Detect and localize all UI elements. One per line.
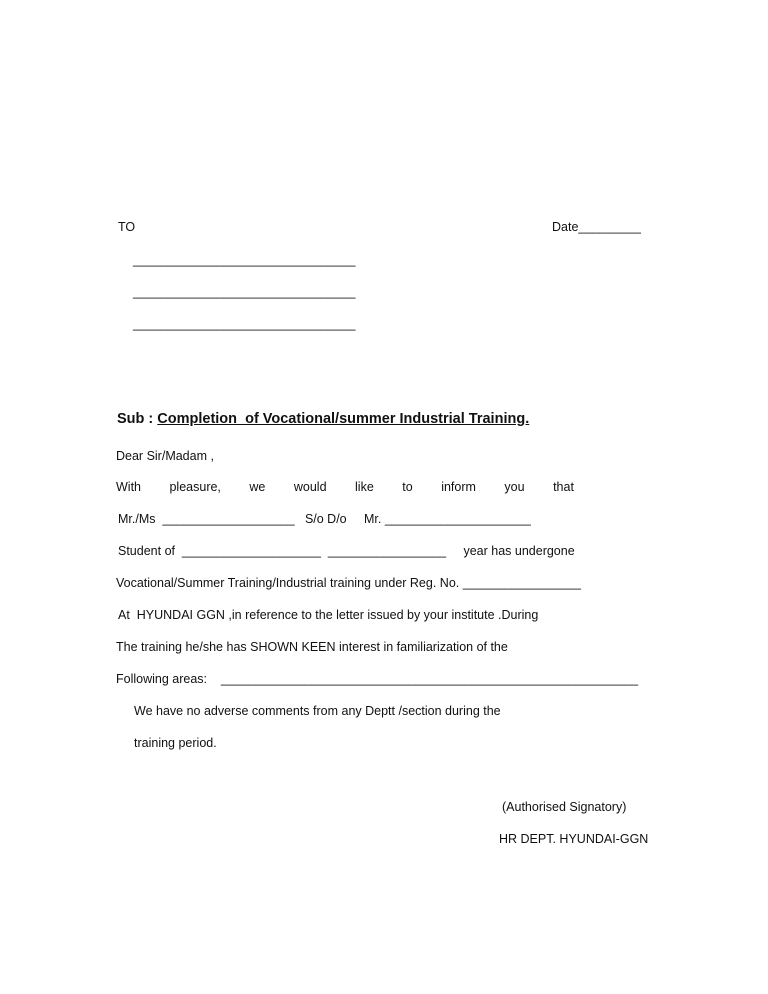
- word: pleasure,: [169, 480, 221, 494]
- word: that: [553, 480, 574, 494]
- salutation: Dear Sir/Madam ,: [116, 449, 214, 463]
- date-field: Date_________: [552, 220, 641, 234]
- subject-prefix: Sub :: [117, 411, 158, 427]
- body-line-8: We have no adverse comments from any Deptt /section during the: [134, 704, 501, 718]
- word: like: [355, 480, 374, 494]
- word: would: [293, 480, 327, 494]
- signatory-label: (Authorised Signatory): [502, 800, 627, 814]
- word: we: [249, 480, 266, 494]
- body-line-6: The training he/she has SHOWN KEEN interest in familiarization of the: [116, 640, 508, 654]
- word: to: [402, 480, 413, 494]
- subject-line: [117, 411, 529, 427]
- address-line-1: ________________________________: [133, 253, 356, 267]
- signatory-dept: HR DEPT. HYUNDAI-GGN: [499, 832, 649, 846]
- address-line-2: ________________________________: [133, 285, 356, 299]
- body-line-4: Vocational/Summer Training/Industrial training under Reg. No. _________________: [116, 576, 581, 590]
- subject-title: Completion of Vocational/summer Industrial Training.: [157, 411, 530, 427]
- word: With: [116, 480, 141, 494]
- to-label: TO: [118, 220, 136, 234]
- body-line-5: At HYUNDAI GGN ,in reference to the letter issued by your institute .During: [118, 608, 539, 622]
- body-line-2: Mr./Ms ___________________ S/o D/o Mr. _____________________: [118, 512, 531, 526]
- body-line-7: Following areas: ____________________________________________________________: [116, 672, 639, 686]
- word: you: [504, 480, 525, 494]
- body-line-3: Student of ____________________ _________________ year has undergone: [118, 544, 575, 558]
- body-line-9: training period.: [134, 736, 217, 750]
- address-line-3: ________________________________: [133, 317, 356, 331]
- body-line-1: [116, 479, 574, 495]
- word: inform: [441, 480, 476, 494]
